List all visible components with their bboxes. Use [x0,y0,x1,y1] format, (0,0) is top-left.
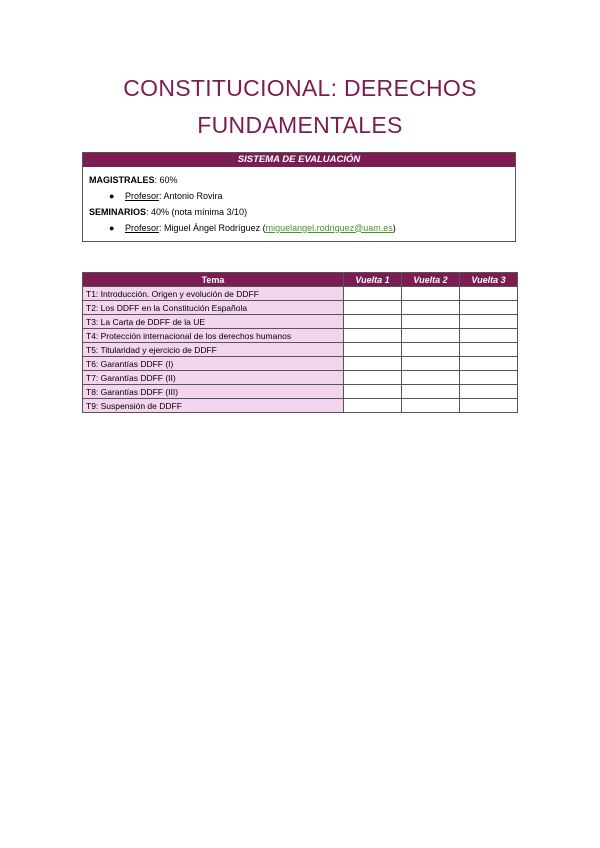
vuelta-3-cell[interactable] [460,357,518,371]
vuelta-1-cell[interactable] [344,287,402,301]
bullet-icon: ● [109,190,115,201]
table-row [83,357,518,371]
vuelta-2-cell[interactable] [402,315,460,329]
header-tema: Tema [83,273,344,287]
magistrales-profesor-line [89,188,509,204]
header-vuelta-3: Vuelta 3 [460,273,518,287]
table-row [83,399,518,413]
bullet-icon: ● [109,222,115,233]
profesor-label: Profesor [125,190,160,201]
table-row [83,301,518,315]
evaluation-header: SISTEMA DE EVALUACIÓN [83,153,515,167]
vuelta-1-cell[interactable] [344,301,402,315]
vuelta-2-cell[interactable] [402,343,460,357]
header-vuelta-2: Vuelta 2 [402,273,460,287]
document-title [0,70,600,144]
topic-cell: T4: Protección internacional de los derechos humanos [83,329,344,343]
topics-table [82,272,518,413]
magistrales-line [89,172,509,188]
magistrales-value: : 60% [154,174,178,185]
topic-cell: T3: La Carta de DDFF de la UE [83,315,344,329]
vuelta-1-cell[interactable] [344,357,402,371]
table-row [83,287,518,301]
vuelta-1-cell[interactable] [344,343,402,357]
evaluation-box [82,152,516,242]
table-row [83,371,518,385]
seminarios-value: : 40% (nota mínima 3/10) [146,206,248,217]
vuelta-2-cell[interactable] [402,329,460,343]
profesor-label: Profesor [125,222,160,233]
email-link[interactable]: miguelangel.rodriguez@uam.es [265,222,393,233]
header-vuelta-1: Vuelta 1 [344,273,402,287]
close-paren: ) [392,222,396,233]
vuelta-1-cell[interactable] [344,315,402,329]
vuelta-3-cell[interactable] [460,385,518,399]
magistrales-label: MAGISTRALES [89,174,155,185]
topic-cell: T9: Suspensión de DDFF [83,399,344,413]
table-row [83,385,518,399]
seminarios-profesor: : Miguel Ángel Rodríguez ( [159,222,266,233]
vuelta-3-cell[interactable] [460,343,518,357]
vuelta-2-cell[interactable] [402,301,460,315]
topic-cell: T5: Titularidad y ejercicio de DDFF [83,343,344,357]
vuelta-3-cell[interactable] [460,329,518,343]
vuelta-2-cell[interactable] [402,385,460,399]
topic-cell: T1: Introducción. Origen y evolución de DDFF [83,287,344,301]
vuelta-1-cell[interactable] [344,385,402,399]
vuelta-1-cell[interactable] [344,399,402,413]
vuelta-1-cell[interactable] [344,371,402,385]
title-line-2: FUNDAMENTALES [197,112,403,138]
vuelta-2-cell[interactable] [402,287,460,301]
vuelta-3-cell[interactable] [460,315,518,329]
vuelta-1-cell[interactable] [344,329,402,343]
vuelta-3-cell[interactable] [460,371,518,385]
seminarios-label: SEMINARIOS [89,206,147,217]
topic-cell: T8: Garantías DDFF (III) [83,385,344,399]
table-row [83,329,518,343]
table-row [83,343,518,357]
vuelta-2-cell[interactable] [402,371,460,385]
topic-cell: T2: Los DDFF en la Constitución Española [83,301,344,315]
topics-header-row [83,273,518,287]
vuelta-2-cell[interactable] [402,399,460,413]
vuelta-3-cell[interactable] [460,301,518,315]
seminarios-line [89,204,509,220]
table-row [83,315,518,329]
vuelta-3-cell[interactable] [460,399,518,413]
title-line-1: CONSTITUCIONAL: DERECHOS [123,75,477,101]
evaluation-body [83,167,515,241]
topic-cell: T6: Garantías DDFF (I) [83,357,344,371]
vuelta-3-cell[interactable] [460,287,518,301]
vuelta-2-cell[interactable] [402,357,460,371]
magistrales-profesor: : Antonio Rovira [159,190,223,201]
topic-cell: T7: Garantías DDFF (II) [83,371,344,385]
seminarios-profesor-line [89,220,509,236]
